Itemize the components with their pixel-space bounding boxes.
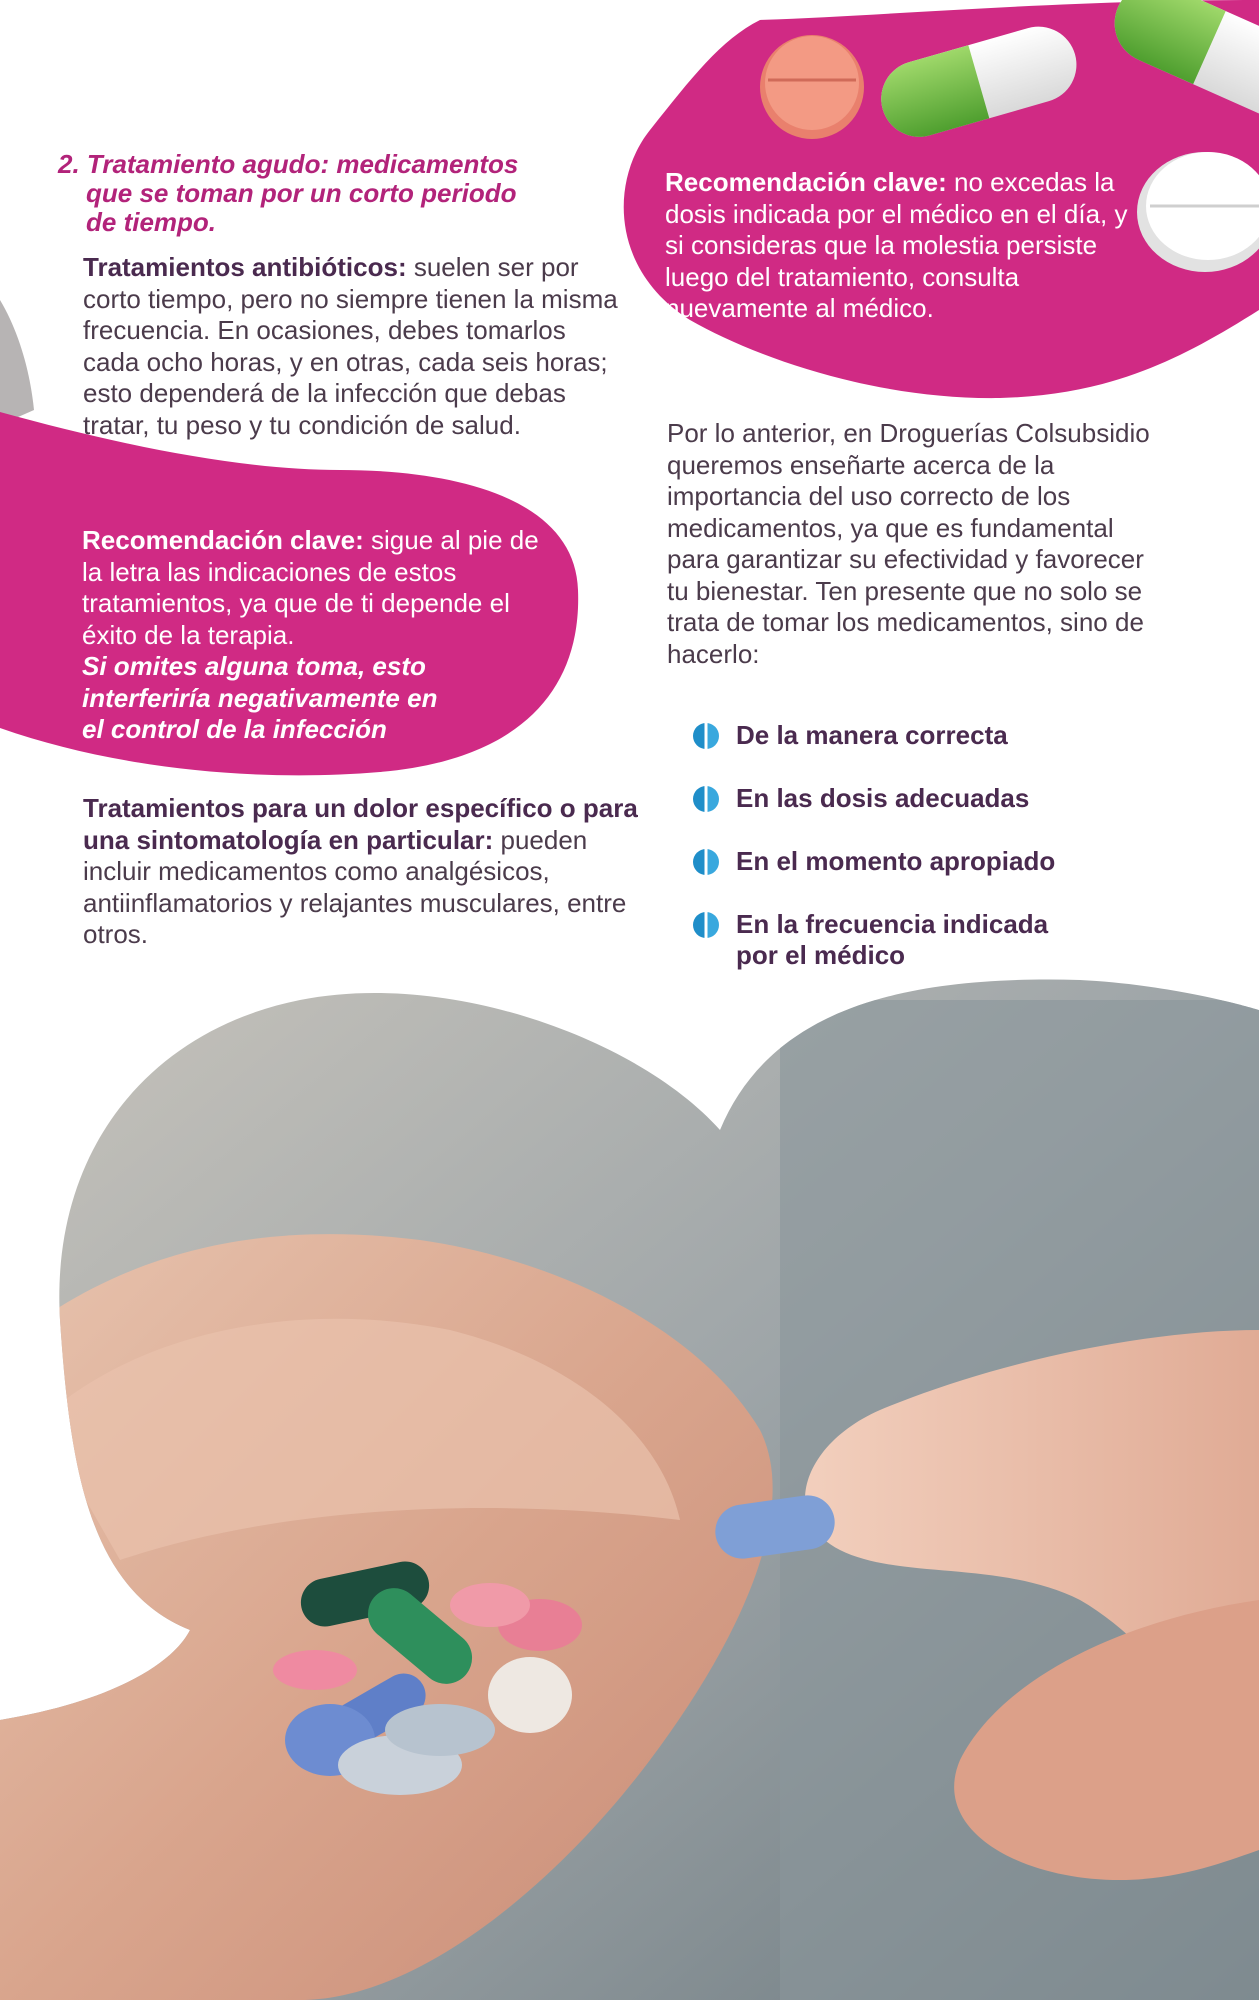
- pain-paragraph: [83, 793, 643, 951]
- pain-title: Tratamientos para un dolor específico o para una sintomatología en particular:: [83, 793, 638, 855]
- recommendation-left-title: Recomendación clave:: [82, 525, 364, 555]
- section-heading-line3: de tiempo.: [86, 207, 217, 237]
- hand-pills-photo: [0, 960, 1259, 2000]
- list-item: [690, 783, 1210, 814]
- list-item: [690, 720, 1210, 751]
- bullet-list: [690, 720, 1210, 1003]
- intro-paragraph: Por lo anterior, en Droguerías Colsubsidio queremos enseñarte acerca de la importancia del uso correcto de los medicamentos, ya que es fundamental para garantizar su efectividad y favorecer tu bienestar. Ten presente que no solo se trata de tomar los medicamentos, sino de hacerlo:: [667, 418, 1150, 669]
- recommendation-left: [82, 525, 542, 746]
- bullet-text: En las dosis adecuadas: [736, 783, 1030, 813]
- recommendation-left-body: sigue al pie de la letra las indicaciones de estos tratamientos, ya que de ti depende el éxito de la terapia.: [82, 525, 539, 650]
- left-grey-shape: [0, 300, 34, 425]
- section-heading: [58, 150, 578, 237]
- section-heading-line1: 2. Tratamiento agudo: medicamentos: [58, 149, 519, 179]
- list-item: [690, 846, 1210, 877]
- antibiotics-body: suelen ser por corto tiempo, pero no siempre tienen la misma frecuencia. En ocasiones, debes tomarlos cada ocho horas, y en otras, cada seis horas; esto dependerá de la infección que debas tratar, tu peso y tu condición de salud.: [83, 252, 618, 440]
- bullet-text: En el momento apropiado: [736, 846, 1056, 876]
- recommendation-right: [665, 167, 1135, 325]
- recommendation-right-body: no excedas la dosis indicada por el médico en el día, y si consideras que la molestia persiste luego del tratamiento, consulta nuevamente al médico.: [665, 167, 1128, 323]
- recommendation-right-title: Recomendación clave:: [665, 167, 947, 197]
- antibiotics-paragraph: [83, 252, 623, 441]
- bullet-dot-icon: [693, 786, 719, 812]
- recommendation-left-emphasis: Si omites alguna toma, esto interferiría negativamente en el control de la infección: [82, 651, 438, 744]
- list-item: [690, 909, 1096, 971]
- tablet-icon: [760, 35, 864, 139]
- section-heading-line2: que se toman por un corto periodo: [86, 178, 517, 208]
- bullet-dot-icon: [693, 723, 719, 749]
- bullet-dot-icon: [693, 912, 719, 938]
- bullet-text: De la manera correcta: [736, 720, 1008, 750]
- bullet-dot-icon: [693, 849, 719, 875]
- bullet-text: En la frecuencia indicada por el médico: [736, 909, 1049, 970]
- pain-body: pueden incluir medicamentos como analgésicos, antiinflamatorios y relajantes musculares, entre otros.: [83, 824, 627, 949]
- antibiotics-title: Tratamientos antibióticos:: [83, 252, 407, 282]
